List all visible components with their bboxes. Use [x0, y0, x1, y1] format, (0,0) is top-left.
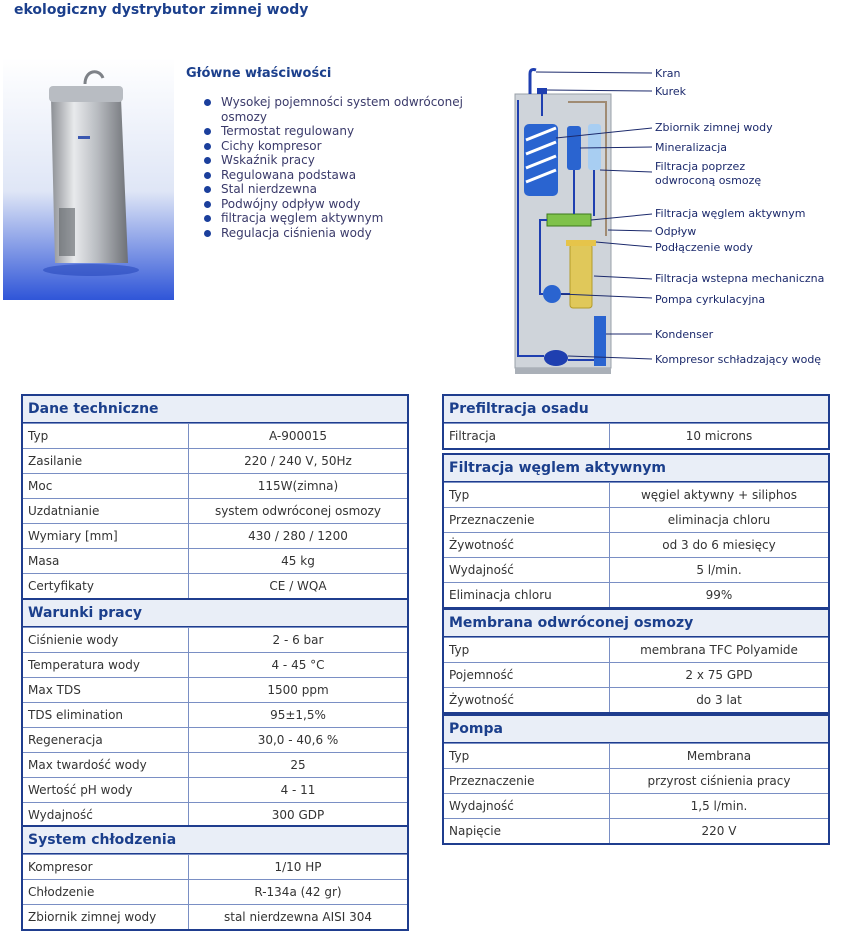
table-title: Prefiltracja osadu [444, 396, 828, 423]
table-row: Przeznaczenie przyrost ciśnienia pracy [444, 768, 828, 793]
table-prefiltracja-osadu [442, 394, 830, 450]
table-row: Przeznaczenie eliminacja chloru [444, 507, 828, 532]
label-podlaczenie: Podłączenie wody [655, 241, 753, 254]
table-row: Kompresor 1/10 HP [23, 854, 407, 879]
table-warunki-pracy [21, 598, 409, 829]
table-pompa [442, 714, 830, 845]
feature-item: Cichy kompresor [204, 139, 486, 154]
feature-item: Wskaźnik pracy [204, 153, 486, 168]
feature-item: Wysokej pojemności system odwróconej osmozy [204, 95, 486, 124]
table-row: TDS elimination 95±1,5% [23, 702, 407, 727]
features-section [186, 66, 486, 240]
table-title: System chłodzenia [23, 827, 407, 854]
table-row: Uzdatnianie system odwróconej osmozy [23, 498, 407, 523]
feature-item: Regulacja ciśnienia wody [204, 226, 486, 241]
table-row: Regeneracja 30,0 - 40,6 % [23, 727, 407, 752]
table-row: Żywotność od 3 do 6 miesięcy [444, 532, 828, 557]
feature-list [186, 95, 486, 240]
label-kompresor: Kompresor schładzający wodę [655, 353, 822, 366]
table-row: Chłodzenie R-134a (42 gr) [23, 879, 407, 904]
table-row: Temperatura wody 4 - 45 °C [23, 652, 407, 677]
table-row: Pojemność 2 x 75 GPD [444, 662, 828, 687]
table-row: Napięcie 220 V [444, 818, 828, 843]
table-row: Wydajność 5 l/min. [444, 557, 828, 582]
table-title: Filtracja węglem aktywnym [444, 455, 828, 482]
feature-item: filtracja węglem aktywnym [204, 211, 486, 226]
table-title: Pompa [444, 716, 828, 743]
feature-item: Regulowana podstawa [204, 168, 486, 183]
table-row: Żywotność do 3 lat [444, 687, 828, 712]
table-row: Certyfikaty CE / WQA [23, 573, 407, 598]
table-row: Wymiary [mm] 430 / 280 / 1200 [23, 523, 407, 548]
table-system-chlodzenia [21, 825, 409, 931]
label-wegiel: Filtracja węglem aktywnym [655, 207, 806, 220]
table-dane-techniczne [21, 394, 409, 600]
table-row: Moc 115W(zimna) [23, 473, 407, 498]
table-row: Masa 45 kg [23, 548, 407, 573]
table-row: Ciśnienie wody 2 - 6 bar [23, 627, 407, 652]
feature-item: Stal nierdzewna [204, 182, 486, 197]
table-row: Typ węgiel aktywny + siliphos [444, 482, 828, 507]
label-kurek: Kurek [655, 85, 687, 98]
label-kondenser: Kondenser [655, 328, 714, 341]
table-row: Max TDS 1500 ppm [23, 677, 407, 702]
label-osmoza-1: Filtracja poprzez [655, 160, 746, 173]
feature-item: Termostat regulowany [204, 124, 486, 139]
product-photo [3, 58, 174, 300]
table-title: Dane techniczne [23, 396, 407, 423]
label-pompa: Pompa cyrkulacyjna [655, 293, 766, 306]
page-title: ekologiczny dystrybutor zimnej wody [14, 2, 309, 18]
table-row: Filtracja 10 microns [444, 423, 828, 448]
features-heading: Główne właściwości [186, 66, 332, 81]
table-row: Wertość pH wody 4 - 11 [23, 777, 407, 802]
table-row: Max twardość wody 25 [23, 752, 407, 777]
table-row: Wydajność 1,5 l/min. [444, 793, 828, 818]
table-membrana [442, 608, 830, 714]
label-odplyw: Odpływ [655, 225, 697, 238]
label-zbiornik: Zbiornik zimnej wody [655, 121, 773, 134]
label-kran: Kran [655, 67, 681, 80]
table-row: Typ membrana TFC Polyamide [444, 637, 828, 662]
table-row: Typ A-900015 [23, 423, 407, 448]
table-row: Zbiornik zimnej wody stal nierdzewna AISI 304 [23, 904, 407, 929]
table-title: Warunki pracy [23, 600, 407, 627]
schematic-diagram [510, 66, 840, 376]
feature-item: Podwójny odpływ wody [204, 197, 486, 212]
table-row: Typ Membrana [444, 743, 828, 768]
label-osmoza-2: odwroconą osmozę [655, 174, 762, 187]
table-filtracja-weglem [442, 453, 830, 609]
label-mechaniczna: Filtracja wstepna mechaniczna [655, 272, 825, 285]
table-row: Wydajność 300 GDP [23, 802, 407, 827]
label-mineralizacja: Mineralizacja [655, 141, 728, 154]
table-title: Membrana odwróconej osmozy [444, 610, 828, 637]
table-row: Eliminacja chloru 99% [444, 582, 828, 607]
table-row: Zasilanie 220 / 240 V, 50Hz [23, 448, 407, 473]
